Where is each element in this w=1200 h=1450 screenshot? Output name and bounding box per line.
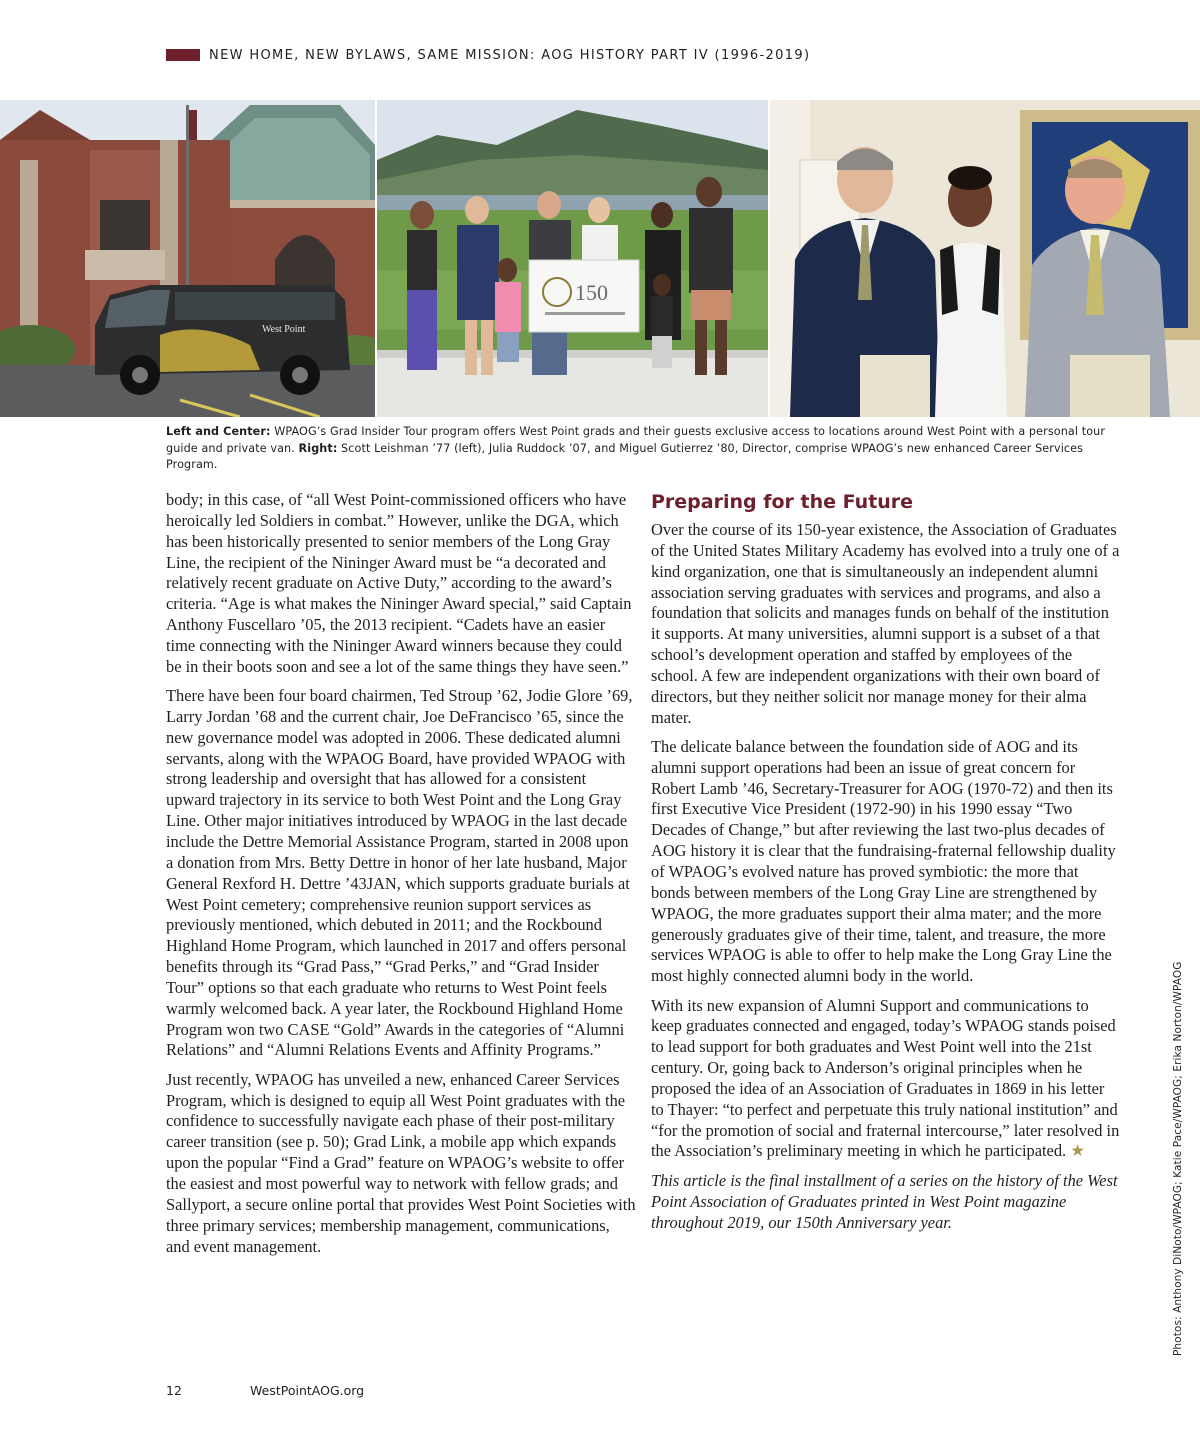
running-header — [166, 44, 810, 66]
body-paragraph: body; in this case, of “all West Point-commissioned officers who have heroically led Soldiers in combat.” However, unlike the DGA, which has been historically presented to senior members of the Long Gray Line, the recipient of the Nininger Award must be “a decorated and relatively recent graduate on Active Duty,” according to the award’s criteria. “Age is what makes the Nininger Award special,” said Captain Anthony Fuscellaro ’05, the 2013 recipient. “Cadets have an easier time connecting with the Nininger Award winners because they could be in their boots soon and see a lot of the same things they have seen.” — [166, 490, 632, 676]
photo-career-services-team — [770, 100, 1200, 417]
caption-text-left-center: WPAOG’s Grad Insider Tour program offers West Point grads and their guests exclusive access to locations around West Point with a personal tour guide and private van. — [166, 425, 1106, 455]
series-note: This article is the final installment of a series on the history of the West Point Association of Graduates printed in West Point magazine throughout 2019, our 150th Anniversary year. — [651, 1170, 1118, 1232]
body-paragraph: Over the course of its 150-year existence, the Association of Graduates of the United States Military Academy has evolved into a truly one of a kind organization, one that is simultaneously an independent alumni association serving graduates with services and programs, and also a foundation that solicits and manages funds on behalf of the institution it supports. At many universities, alumni support is a subset of a that school’s development operation and staffed by employees of the school. A few are independent organizations with their own board of directors, but they neither solicit nor manage money for their alma mater. — [651, 520, 1120, 727]
header-accent-bar — [166, 49, 200, 61]
body-paragraph: Just recently, WPAOG has unveiled a new, enhanced Career Services Program, which is designed to equip all West Point graduates with the confidence to successfully navigate each phase of their post-military career transition (see p. 50); Grad Link, a mobile app which expands upon the popular “Find a Grad” feature on WPAOG’s website to offer the easiest and most powerful way to network with fellow grads; and Sallyport, a secure online portal that provides West Point Societies with three primary services; membership management, communications, and event management. — [166, 1069, 636, 1256]
van-logo-text: West Point — [262, 324, 306, 335]
closing-paragraph — [651, 996, 1121, 1163]
caption-label-left-center: Left and Center: — [166, 425, 271, 438]
closing-text: With its new expansion of Alumni Support and communications to keep graduates connected and engaged, today’s WPAOG stands poised to lead support for both graduates and West Point well into the 21st century. Or, going back to Anderson’s original principles when he proposed the idea of an Association of Graduates in 1869 in his letter to Thayer: “to perfect and perpetuate this truly national institution” and “for the promotion of social and fraternal intercourse,” later resolved in the Association’s preliminary meeting in which he participated. — [651, 995, 1120, 1161]
photo-caption — [166, 424, 1126, 474]
star-icon: ★ — [1070, 1141, 1085, 1161]
page-number: 12 — [166, 1383, 182, 1398]
banner-150-text: 150 — [575, 280, 608, 305]
page-footer — [166, 1383, 364, 1398]
section-heading: Preparing for the Future — [651, 491, 914, 513]
body-paragraph: There have been four board chairmen, Ted Stroup ’62, Jodie Glore ’69, Larry Jordan ’68 and the current chair, Joe DeFrancisco ’65, since the new governance model was adopted in 2006. These dedicated alumni servants, along with the WPAOG Board, have provided WPAOG with strong leadership and oversight that has allowed for a consistent upward trajectory in its service to both West Point and the Long Gray Line. Other major initiatives introduced by WPAOG in the last decade include the Dettre Memorial Assistance Program, started in 2008 upon a donation from Mrs. Betty Dettre in honor of her late husband, Major General Rexford H. Dettre ’43JAN, which supports graduate burials at West Point cemetery; comprehensive reunion support services as previously mentioned, which debuted in 2011; and the Rockbound Highland Home Program, which launched in 2017 and offers personal benefits through its “Grad Pass,” “Grad Perks,” and “Grad Insider Tour” options so that each graduate who returns to West Point feels warmly welcomed back. A year later, the Rockbound Highland Home Program won two CASE “Gold” Awards in the categories of “Alumni Relations” and “Alumni Relations Events and Affinity Programs.” — [166, 686, 633, 1060]
photo-group-banner — [377, 100, 768, 417]
header-title: NEW HOME, NEW BYLAWS, SAME MISSION: AOG HISTORY PART IV (1996-2019) — [209, 47, 811, 63]
photo-credit: Photos: Anthony DiNoto/WPAOG; Katie Pace/WPAOG; Erika Norton/WPAOG — [1172, 961, 1184, 1356]
photo-strip — [0, 100, 1200, 417]
right-column — [651, 490, 1121, 1242]
footer-site: WestPointAOG.org — [250, 1383, 365, 1398]
left-column — [166, 490, 636, 1266]
caption-label-right: Right: — [298, 441, 338, 455]
caption-text-right: Scott Leishman ’77 (left), Julia Ruddock ’07, and Miguel Gutierrez ’80, Director, comprise WPAOG’s new enhanced Career Services Program. — [166, 441, 1084, 471]
photo-building-van — [0, 100, 375, 417]
body-paragraph: The delicate balance between the foundation side of AOG and its alumni support operations had been an issue of great concern for Robert Lamb ’46, Secretary-Treasurer for AOG (1970-72) and then its first Executive Vice President (1972-90) in his 1990 essay “Two Decades of Change,” but after reviewing the last two-plus decades of AOG history it is clear that the fundraising-fraternal fellowship duality of WPAOG’s evolved nature has proved symbiotic: the more that bonds between members of the Long Gray Line are strengthened by WPAOG, the more graduates support their alma mater; and the more generously graduates give of their time, talent, and treasure, the more services WPAOG is able to offer to help make the Long Gray Line the most highly connected alumni body in the world. — [651, 736, 1116, 986]
